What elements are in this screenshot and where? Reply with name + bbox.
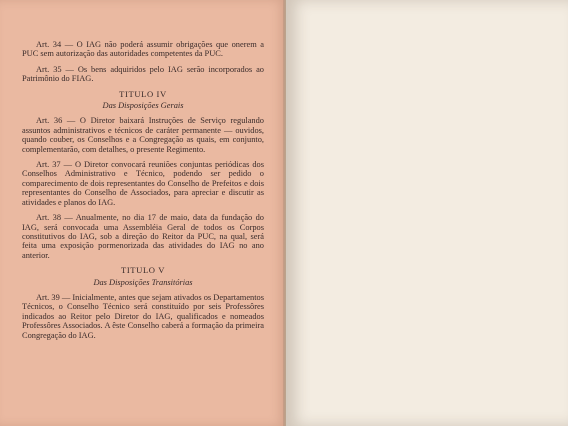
title-iv-subheading: Das Disposições Gerais xyxy=(102,101,184,111)
article-37: Art. 37 — O Diretor convocará reuniões conjuntas periódicas dos Conselhos Administrativo e Técnico, podendo ser pedido o comparecimento de dois representantes do Conselho de Prefeitos e dois representantes do Conselho de Associados, para apreciar e discutir as atividades e planos do IAG. xyxy=(22,160,264,207)
article-35: Art. 35 — Os bens adquiridos pelo IAG serão incorporados ao Patrimônio do FIAG. xyxy=(22,64,264,84)
article-36: Art. 36 — O Diretor baixará Instruções de Serviço regulando assuntos administrativos e técnicos de caráter permanente — ouvidos, quando couber, os Conselhos e a Congregação as quais, em conjunto, complementarão, com detalhes, o presente Regimento. xyxy=(22,116,264,154)
title-iv-heading: TITULO IV xyxy=(119,88,167,99)
article-39: Art. 39 — Inicialmente, antes que sejam ativados os Departamentos Técnicos, o Conselho Técnico será constituído por seis Professôres indicados ao Reitor pelo Diretor do IAG, qualificados e nomeados Professôres Associados. A êste Conselho caberá a formação da primeira Congregação do IAG. xyxy=(22,292,264,340)
article-38: Art. 38 — Anualmente, no dia 17 de maio, data da fundação do IAG, será convocada uma Assembléia Geral de todos os Corpos constitutivos do IAG, sob a direção do Reitor da PUC, na qual, será feita uma exposição pormenorizada das atividades do IAG no ano anterior. xyxy=(22,213,264,260)
right-page-blank xyxy=(286,0,568,426)
title-v-subheading: Das Disposições Transitórias xyxy=(93,277,193,287)
title-v-heading: TITULO V xyxy=(120,265,166,276)
article-34: Art. 34 — O IAG não poderá assumir obrigações que onerem a PUC sem autorização das autoridades competentes da PUC. xyxy=(22,40,264,59)
page-text xyxy=(22,40,264,346)
